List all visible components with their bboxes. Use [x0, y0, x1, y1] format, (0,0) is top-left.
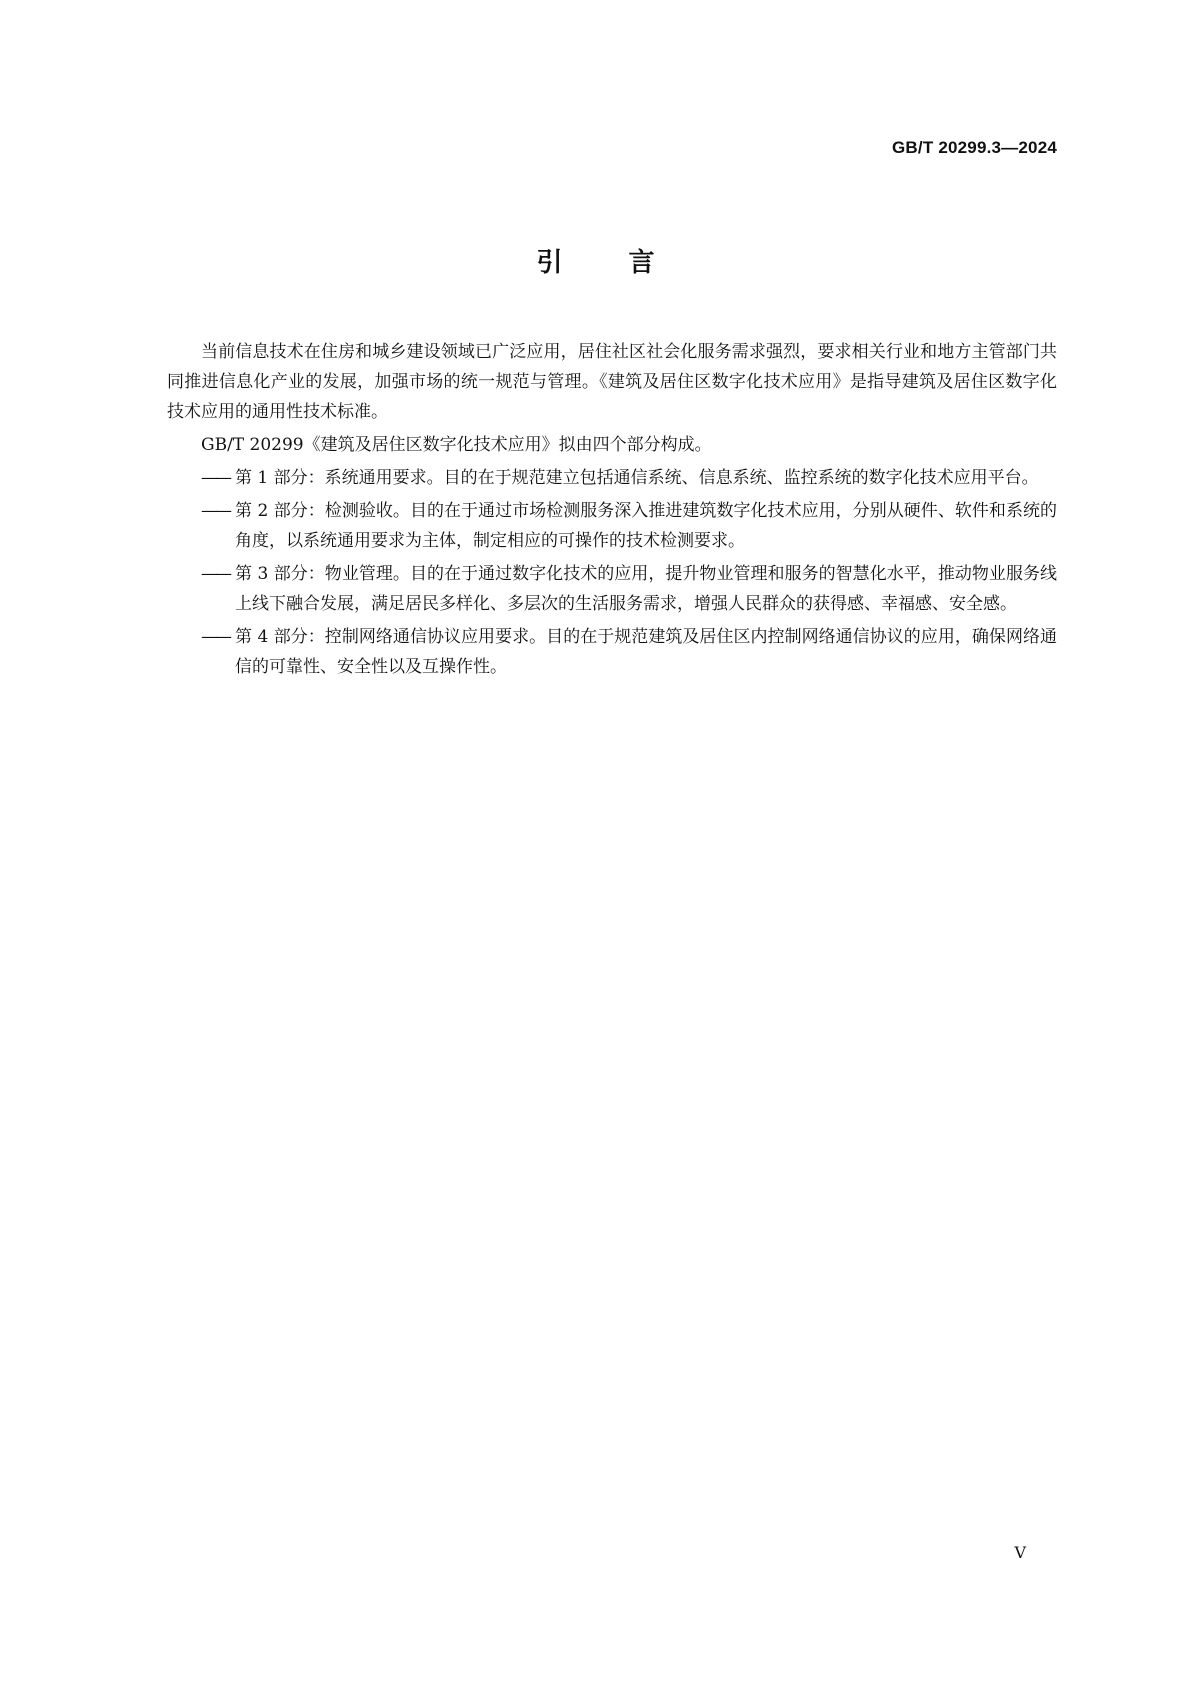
list-item-text: 第 1 部分：系统通用要求。目的在于规范建立包括通信系统、信息系统、监控系统的数字化技术应用平台。 [235, 468, 1039, 488]
list-item-text: 第 2 部分：检测验收。目的在于通过市场检测服务深入推进建筑数字化技术应用，分别从硬件、软件和系统的角度，以系统通用要求为主体，制定相应的可操作的技术检测要求。 [235, 501, 1057, 551]
section-title-char-1: 引 [536, 248, 563, 278]
list-dash: —— [201, 501, 229, 521]
section-title [0, 242, 1191, 279]
list-item [167, 496, 1057, 556]
list-item-text: 第 4 部分：控制网络通信协议应用要求。目的在于规范建筑及居住区内控制网络通信协议的应用，确保网络通信的可靠性、安全性以及互操作性。 [235, 627, 1057, 677]
page-number: V [1014, 1543, 1026, 1562]
list-dash: —— [201, 468, 229, 488]
list-item [167, 463, 1057, 493]
list-item-text: 第 3 部分：物业管理。目的在于通过数字化技术的应用，提升物业管理和服务的智慧化水平，推动物业服务线上线下融合发展，满足居民多样化、多层次的生活服务需求，增强人民群众的获得感、幸福感、安全感。 [235, 564, 1057, 614]
document-body [167, 337, 1057, 685]
intro-paragraph: 当前信息技术在住房和城乡建设领域已广泛应用，居住社区社会化服务需求强烈，要求相关行业和地方主管部门共同推进信息化产业的发展，加强市场的统一规范与管理。《建筑及居住区数字化技术应用》是指导建筑及居住区数字化技术应用的通用性技术标准。 [167, 342, 1057, 422]
list-dash: —— [201, 564, 229, 584]
structure-paragraph: GB/T 20299《建筑及居住区数字化技术应用》拟由四个部分构成。 [201, 435, 712, 455]
list-item [167, 622, 1057, 682]
standard-code: GB/T 20299.3—2024 [892, 138, 1057, 157]
list-item [167, 559, 1057, 619]
list-dash: —— [201, 627, 229, 647]
section-title-char-2: 言 [628, 248, 655, 278]
